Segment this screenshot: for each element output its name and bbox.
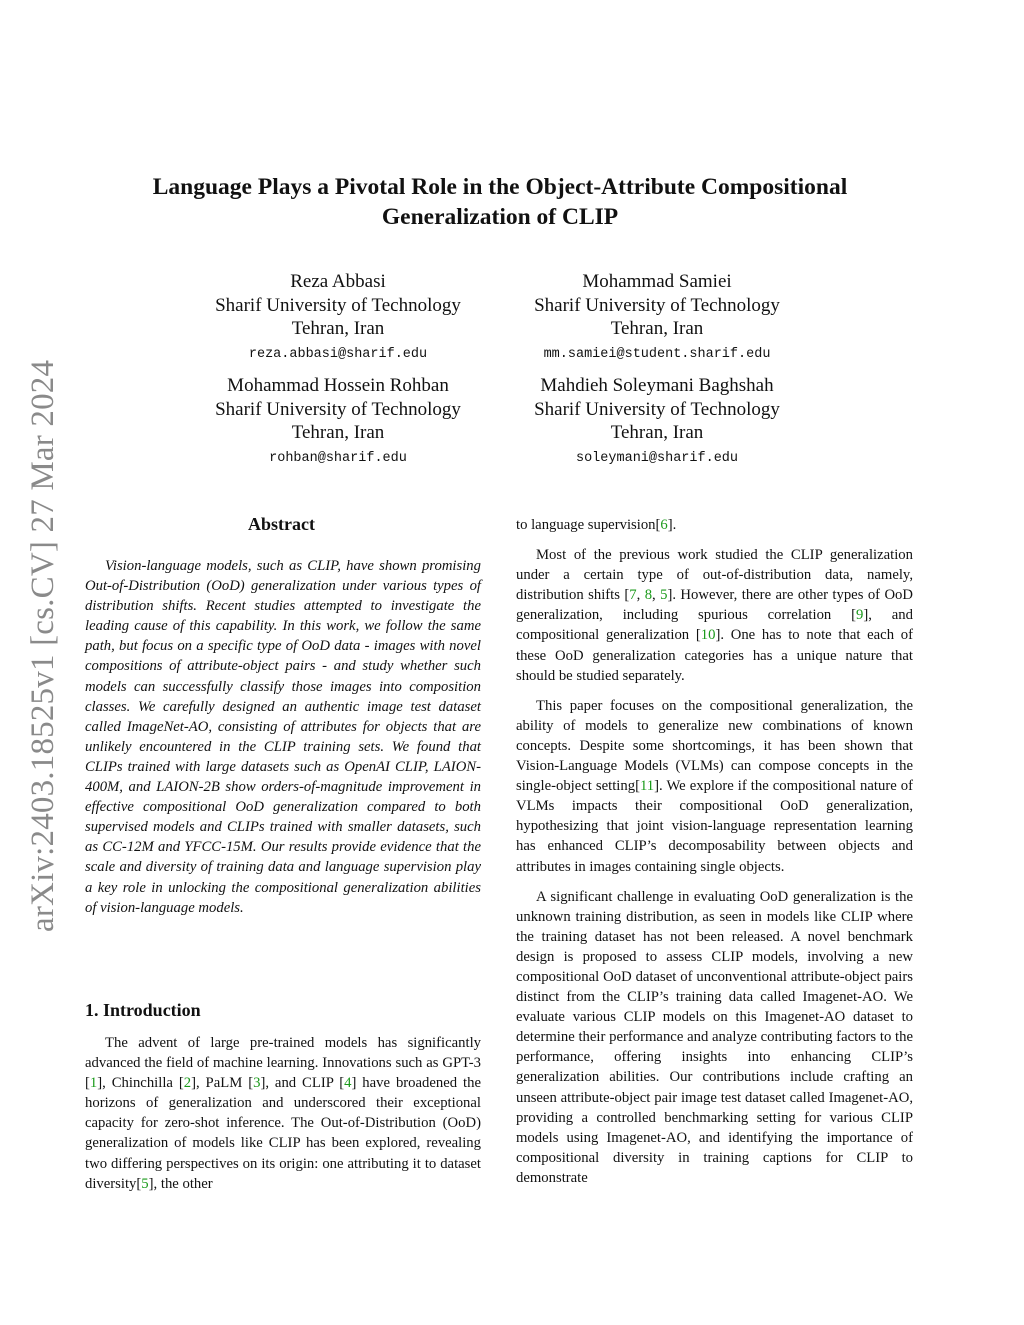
author-email[interactable]: soleymani@sharif.edu — [575, 450, 739, 466]
introduction-paragraph-1-continued: to language supervision[6]. — [516, 517, 677, 533]
citation-link[interactable]: 6 — [660, 517, 668, 533]
introduction-paragraph-2: Most of the previous work studied the CLIP generalization under a certain type of out-of-distribution data, namely, distribution shifts [7, 8, 5]. However, there are other types of OoD generalization, including spurious correlation [9], and compositional generalization [10]. One has to note that each of these OoD generalization categories has a unique nature that should be studied separately. — [516, 547, 914, 684]
citation-link[interactable]: 7 — [629, 587, 637, 604]
citation-link[interactable]: 4 — [344, 1075, 352, 1092]
author-block-2 — [508, 270, 806, 364]
abstract-heading: Abstract — [248, 514, 315, 534]
author-affiliation: Sharif University of Technology — [534, 398, 780, 420]
citation-link[interactable]: 10 — [700, 627, 716, 644]
author-name: Mohammad Samiei — [582, 271, 732, 292]
author-name: Mahdieh Soleymani Baghshah — [540, 375, 774, 396]
arxiv-identifier-stamp: arXiv:2403.18525v1 [cs.CV] 27 Mar 2024 — [25, 359, 61, 933]
author-location: Tehran, Iran — [610, 422, 704, 443]
citation-link[interactable]: 11 — [639, 778, 655, 795]
right-column — [516, 515, 913, 1198]
author-block-4 — [508, 374, 806, 468]
author-affiliation: Sharif University of Technology — [215, 398, 461, 420]
abstract-text: Vision-language models, such as CLIP, have shown promising Out-of-Distribution (OoD) generalization under various types of distribution shifts. Recent studies attempted to investigate the leading cause of this capability. In this work, we follow the same path, but focus on a specific type of OoD data - images with novel compositions of attribute-object pairs - and study whether such models can successfully classify those images into composition classes. We carefully designed an authentic image test dataset called ImageNet-AO, consisting of attributes for objects that are unlikely encountered in the CLIP training sets. We found that CLIPs trained with large datasets such as OpenAI CLIP, LAION-400M, and LAION-2B show orders-of-magnitude improvement in effective compositional OoD generalization compared to both supervised models and CLIPs trained with smaller datasets, such as CC-12M and YFCC-15M. Our results provide evidence that the scale and diversity of training data and language supervision play a key role in unlocking the compositional generalization abilities of vision-language models. — [85, 558, 481, 916]
author-affiliation: Sharif University of Technology — [534, 294, 780, 316]
author-email[interactable]: rohban@sharif.edu — [269, 450, 407, 466]
citation-link[interactable]: 1 — [89, 1075, 98, 1092]
author-name: Mohammad Hossein Rohban — [227, 375, 449, 396]
author-email[interactable]: reza.abbasi@sharif.edu — [248, 346, 428, 362]
introduction-paragraph-4: A significant challenge in evaluating OoD generalization is the unknown training distribution, as seen in models like CLIP where the training dataset has not been released. A novel benchmark design is proposed to assess CLIP models, involving a new compositional OoD dataset of unconventional attribute-object pairs distinct from the CLIP’s training data called Imagenet-AO. We evaluate various CLIP models on this Imagenet-AO dataset to determine their performance and analyze contributing factors to the performance, offering insights into enhancing CLIP’s generalization abilities. Our contributions include crafting an unseen attribute-object pair image test dataset called Imagenet-AO, providing a controlled benchmarking setting for various CLIP models using Imagenet-AO, and identifying the importance of compositional diversity in training captions for CLIP to demonstrate — [516, 888, 913, 1186]
author-email[interactable]: mm.samiei@student.sharif.edu — [543, 346, 771, 362]
citation-link[interactable]: 9 — [856, 607, 864, 624]
author-block-1 — [188, 270, 488, 364]
citation-link[interactable]: 3 — [253, 1075, 261, 1092]
citation-link[interactable]: 5 — [660, 587, 668, 604]
introduction-heading: 1. Introduction — [85, 1000, 201, 1020]
citation-link[interactable]: 8 — [644, 587, 653, 604]
author-location: Tehran, Iran — [291, 318, 385, 339]
introduction-paragraph-1: The advent of large pre-trained models has significantly advanced the field of machine learning. Innovations such as GPT-3 [1], Chinchilla [2], PaLM [3], and CLIP [4] have broadened the horizons of generalization and underscored their exceptional capacity for zero-shot inference. The Out-of-Distribution (OoD) generalization of models like CLIP has been explored, revealing two differing perspectives on its origin: one attributing it to dataset diversity[5], the other — [85, 1035, 481, 1192]
paper-title: Language Plays a Pivotal Role in the Object-Attribute Compositional Generalization of CLIP — [152, 174, 848, 230]
citation-link[interactable]: 2 — [183, 1075, 192, 1092]
citation-link[interactable]: 5 — [141, 1175, 149, 1192]
author-affiliation: Sharif University of Technology — [215, 294, 461, 316]
author-location: Tehran, Iran — [291, 422, 385, 443]
author-name: Reza Abbasi — [290, 271, 386, 292]
author-block-3 — [188, 374, 488, 468]
author-location: Tehran, Iran — [610, 318, 704, 339]
introduction-paragraph-3: This paper focuses on the compositional generalization, the ability of models to generalize new combinations of known concepts. Despite some shortcomings, it has been shown that Vision-Language Models (VLMs) can compose concepts in the single-object setting[11]. We explore if the compositional nature of VLMs impacts their compositional OoD generalization, hypothesizing that joint vision-language representation learning has enhanced CLIP’s decomposability between objects and attributes in images containing single objects. — [516, 697, 913, 875]
